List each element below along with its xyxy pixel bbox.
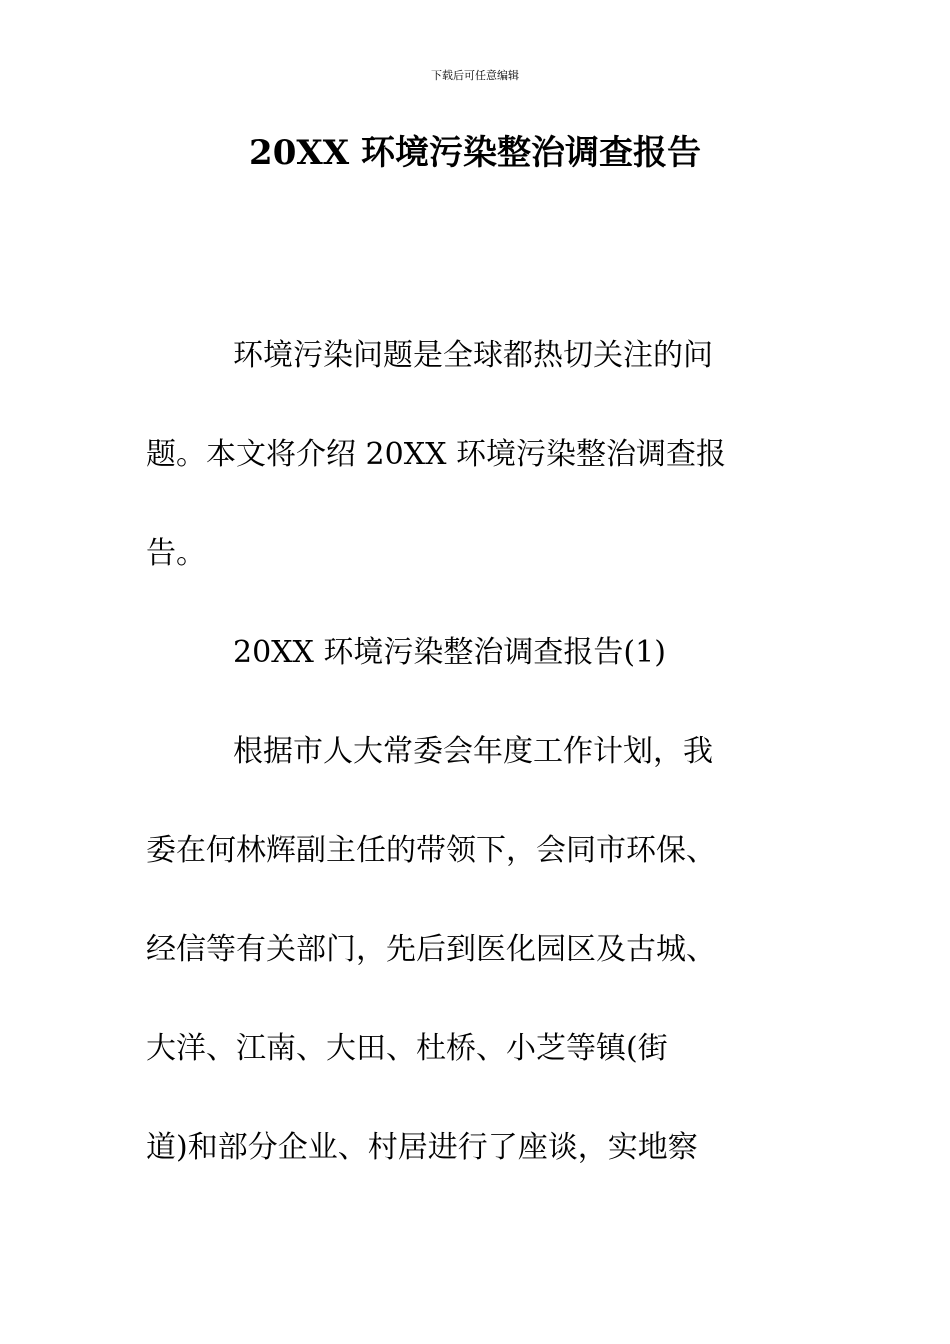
paragraph-line: 大洋、江南、大田、杜桥、小芝等镇(街 bbox=[146, 1031, 668, 1066]
paragraph-line: 经信等有关部门，先后到医化园区及古城、 bbox=[146, 932, 716, 967]
paragraph-line: 题。本文将介绍 20XX 环境污染整治调查报 bbox=[146, 437, 726, 472]
paragraph-line: 环境污染问题是全球都热切关注的问 bbox=[233, 338, 713, 373]
document-title: 20XX 环境污染整治调查报告 bbox=[249, 133, 701, 173]
header-note: 下载后可任意编辑 bbox=[431, 69, 519, 82]
paragraph-line: 委在何林辉副主任的带领下，会同市环保、 bbox=[146, 833, 716, 868]
paragraph-line: 道)和部分企业、村居进行了座谈，实地察 bbox=[146, 1130, 698, 1165]
section-heading: 20XX 环境污染整治调查报告(1) bbox=[233, 635, 666, 670]
paragraph-line: 告。 bbox=[146, 536, 206, 571]
document-body bbox=[146, 306, 806, 1197]
paragraph-line: 根据市人大常委会年度工作计划，我 bbox=[233, 734, 713, 769]
